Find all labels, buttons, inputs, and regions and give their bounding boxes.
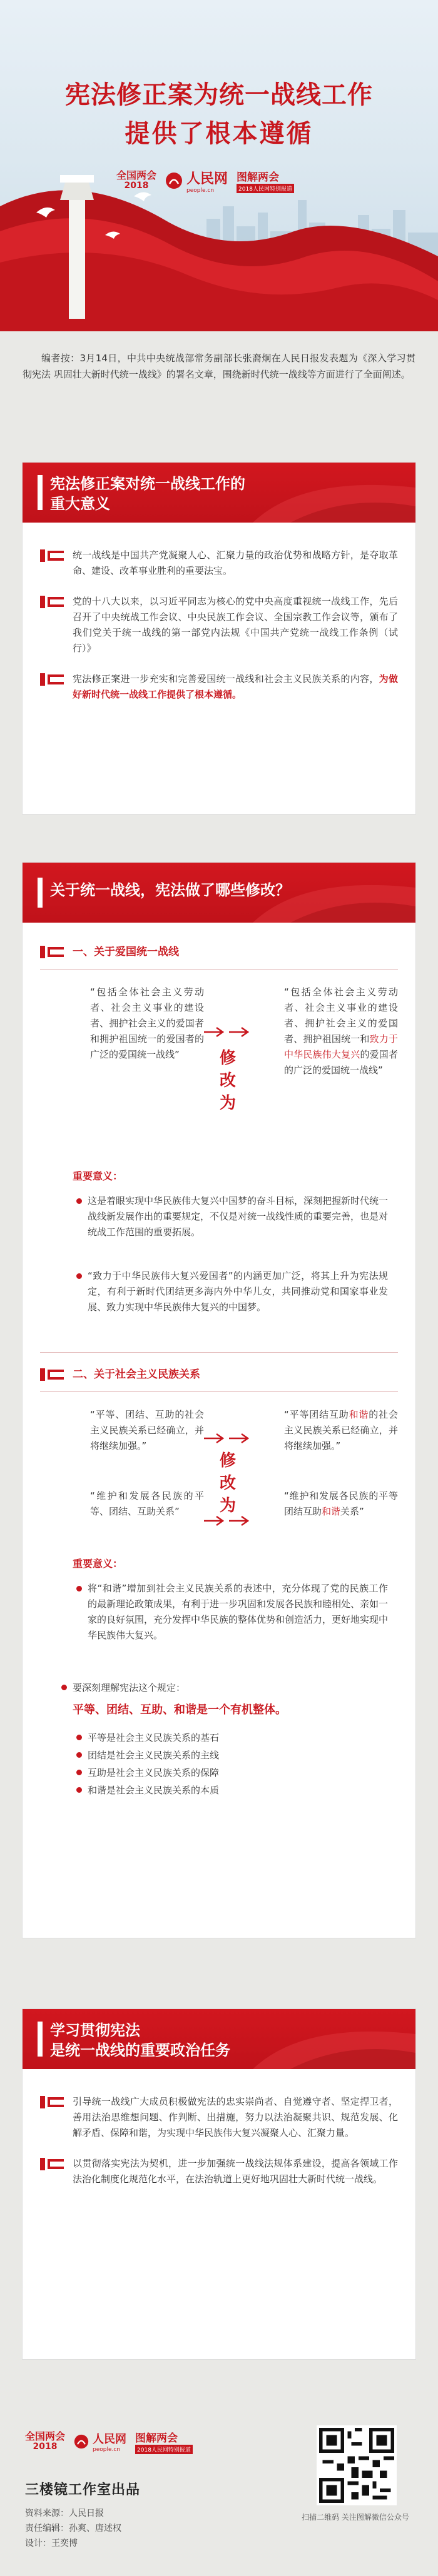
arrow-right-icon: [204, 1432, 227, 1445]
arrow-right-icon: [204, 1515, 227, 1527]
principle-intro: 要深刻理解宪法这个规定：: [73, 1682, 186, 1693]
header-wave-decoration: [253, 2009, 415, 2069]
section-significance-title-line2: 重大意义: [50, 495, 110, 513]
section-marker-icon: [40, 1368, 65, 1381]
importance-label: 重要意义：: [73, 1558, 123, 1570]
arrow-right-icon: [229, 1515, 252, 1527]
red-flag-and-huabiao-illustration: [0, 175, 438, 350]
section-study-title-line2: 是统一战线的重要政治任务: [50, 2042, 230, 2059]
study-paragraph-1: 引导统一战线广大成员积极做宪法的忠实崇尚者、自觉遵守者、坚定捍卫者，善用法治思维想问题、作判断、出措施，努力以法治凝聚共识、规范发展、化解矛盾、保障和谐，为实现中华民族伟大复兴凝聚人心、汇聚力量。: [40, 2094, 398, 2141]
bullet-dot: [76, 1273, 82, 1279]
tujie-lianghui-logo: 图解两会 2018人民网特别报道: [135, 2429, 193, 2454]
qr-code-icon[interactable]: [317, 2425, 397, 2505]
quanguo-lianghui-logo: 全国两会 2018: [116, 169, 157, 191]
section-marker-icon: [40, 596, 65, 608]
original-text-ethnic-2: “维护和发展各民族的平等、团结、互助关系”: [90, 1490, 204, 1517]
arrow-right-icon: [229, 1432, 252, 1445]
subheading-patriotic-front: 一、关于爱国统一战线: [40, 944, 398, 960]
section-marker-icon: [40, 946, 65, 958]
amended-text-patriotic-front: “包括全体社会主义劳动者、社会主义事业的建设者、拥护社会主义的爱国者、拥护祖国统一和致力于中华民族伟大复兴的爱国者的广泛的爱国统一战线”: [284, 986, 398, 1076]
amended-insertion: 和谐: [322, 1506, 341, 1517]
principle-list-item: 平等是社会主义民族关系的基石: [88, 1732, 220, 1743]
tujie-lianghui-logo: 图解两会 2018人民网特别报道: [237, 168, 294, 193]
footer-logo-bar: [25, 2429, 193, 2454]
section-significance-header: [23, 463, 415, 523]
section-marker-icon: [40, 673, 65, 686]
bullet-dot: [76, 1586, 82, 1591]
section-marker-icon: [40, 2096, 65, 2108]
section-amendments-title: 关于统一战线，宪法做了哪些修改？: [50, 881, 290, 899]
main-title-line1: 宪法修正案为统一战线工作: [65, 81, 373, 109]
section-amendments: [23, 863, 415, 1938]
section-study-title-line1: 学习贯彻宪法: [50, 2022, 140, 2039]
section-significance-title-line1: 宪法修正案对统一战线工作的: [50, 475, 245, 493]
principle-list-item: 互助是社会主义民族关系的保障: [88, 1767, 220, 1778]
study-paragraph-2: 以贯彻落实宪法为契机，进一步加强统一战线法规体系建设，提高各领域工作法治化制度化规范化水平，在法治轨道上更好地巩固壮大新时代统一战线。: [40, 2156, 398, 2187]
studio-credit: 三楼镜工作室出品: [25, 2482, 141, 2498]
main-title-line2: 提供了根本遵循: [125, 119, 313, 148]
significance-paragraph-1: 统一战线是中国共产党凝聚人心、汇聚力量的政治优势和战略方针，是夺取革命、建设、改革事业胜利的重要法宝。: [40, 548, 398, 579]
amended-text-ethnic-1: “平等团结互助和谐的社会主义民族关系已经确立，并将继续加强。”: [284, 1409, 398, 1451]
bullet-dot: [76, 1198, 82, 1204]
importance-item-3: 将“和谐”增加到社会主义民族关系的表述中，充分体现了党的民族工作的最新理论政策成果，有利于进一步巩固和发展各民族和睦相处、亲如一家的良好氛围，充分发挥中华民族的整体优势和创造活力，更好地实现中华民族伟大复兴。: [40, 1581, 398, 1681]
modified-to-label: 修改为: [219, 1049, 236, 1113]
section-study-constitution-header: [23, 2009, 415, 2069]
principle-block: [40, 1681, 398, 1806]
subheading-ethnic-relations: 二、关于社会主义民族关系: [40, 1366, 398, 1383]
footer: [0, 2419, 438, 2576]
header-wave-decoration: [253, 463, 415, 523]
section-amendments-header: [23, 863, 415, 923]
significance-paragraph-3: 宪法修正案进一步充实和完善爱国统一战线和社会主义民族关系的内容，为做好新时代统一战线工作提供了根本遵循。: [40, 671, 398, 703]
section-marker-icon: [40, 549, 65, 562]
original-text-patriotic-front: “包括全体社会主义劳动者、社会主义事业的建设者、拥护社会主义的爱国者和拥护祖国统一的爱国者的广泛的爱国统一战线”: [90, 986, 204, 1060]
principle-statement: 平等、团结、互助、和谐是一个有机整体。: [73, 1703, 287, 1716]
amended-insertion: 致力于中华民族伟大复兴: [284, 1033, 398, 1060]
principle-list-item: 团结是社会主义民族关系的主线: [88, 1750, 220, 1761]
original-text-ethnic-1: “平等、团结、互助的社会主义民族关系已经确立，并将继续加强。”: [90, 1409, 204, 1451]
importance-item-2: “致力于中华民族伟大复兴爱国者”的内涵更加广泛，将其上升为宪法规定，有利于新时代团结更多海内外中华儿女，共同推动党和国家事业发展、致力实现中华民族伟大复兴的中国梦。: [40, 1268, 398, 1343]
quanguo-lianghui-logo: 全国两会 2018: [25, 2430, 66, 2452]
source-credit: 资料来源：人民日报: [25, 2508, 104, 2518]
header-wave-decoration: [253, 863, 415, 923]
header-banner: [0, 0, 438, 350]
principle-list-item: 和谐是社会主义民族关系的本质: [88, 1785, 220, 1796]
editor-note: 编者按：3月14日，中共中央统战部常务副部长张裔炯在人民日报发表题为《深入学习贯彻宪法 巩固壮大新时代统一战线》的署名文章，围绕新时代统一战线等方面进行了全面阐述。: [23, 353, 415, 380]
modified-to-label: 修改为: [219, 1451, 236, 1515]
significance-paragraph-2: 党的十八大以来，以习近平同志为核心的党中央高度重视统一战线工作，先后召开了中央统战工作会议、中央民族工作会议、全国宗教工作会议等，颁布了我们党关于统一战线的第一部党内法规《中国共产党统一战线工作条例（试行）》: [40, 594, 398, 656]
renminwang-logo: 人民网 people.cn: [74, 2430, 126, 2453]
section-marker-icon: [40, 2158, 65, 2170]
qr-code-caption: 扫描二维码 关注图解微信公众号: [302, 2513, 409, 2522]
designer-credit: 设计：王奕博: [25, 2538, 78, 2548]
arrow-right-icon: [204, 1026, 227, 1038]
arrow-right-icon: [229, 1026, 252, 1038]
importance-item-1: 这是着眼实现中华民族伟大复兴中国梦的奋斗目标，深刻把握新时代统一战线新发展作出的重要规定，不仅是对统一战线性质的重要完善，也是对统战工作范围的重要拓展。: [40, 1193, 398, 1262]
section-study-constitution: [23, 2009, 415, 2359]
amended-insertion: 和谐: [349, 1409, 369, 1420]
highlight-text: 为做好新时代统一战线工作提供了根本遵循。: [73, 673, 398, 700]
section-significance: [23, 463, 415, 814]
importance-label: 重要意义：: [73, 1170, 123, 1182]
renminwang-emblem-icon: [74, 2434, 89, 2449]
amended-text-ethnic-2: “维护和发展各民族的平等团结互助和谐关系”: [284, 1490, 398, 1517]
editor-credit: 责任编辑：孙爽、唐述权: [25, 2523, 121, 2533]
renminwang-logo: 人民网 people.cn: [165, 168, 228, 194]
